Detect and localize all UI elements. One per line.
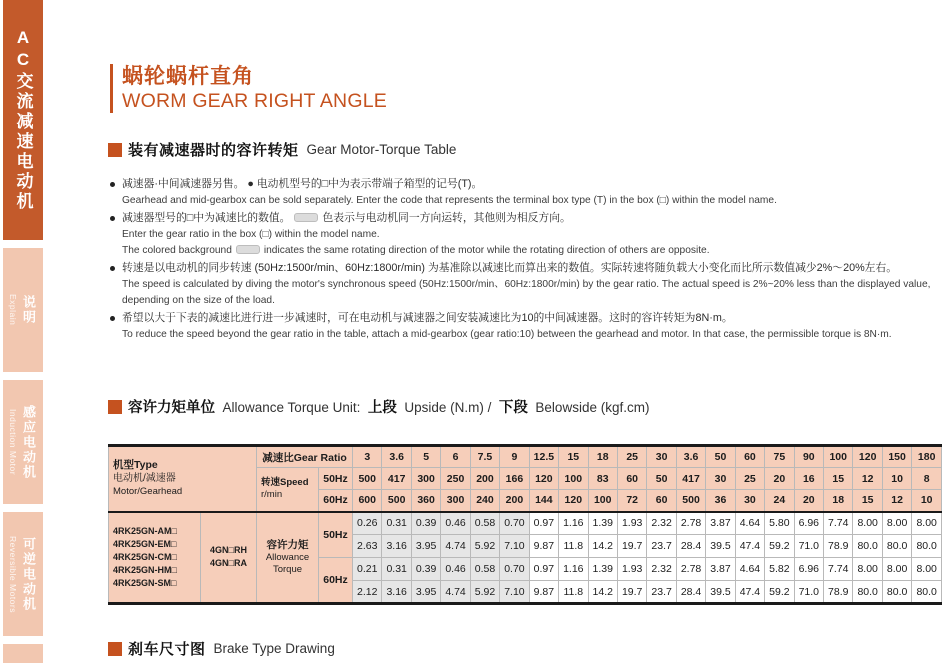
sidebar-tab-partial <box>3 644 43 663</box>
sidebar-tab-explain <box>3 248 43 372</box>
gear-ratio-cell: 30 <box>647 446 676 468</box>
section-heading-zh: 装有减速器时的容许转矩 <box>128 142 299 159</box>
sidebar-tab-reversible-motors <box>3 512 43 636</box>
speed-50hz-cell: 300 <box>411 468 440 490</box>
note-item <box>108 210 948 260</box>
torque-50hz-kgfcm-cell: 19.7 <box>617 535 646 558</box>
speed-50hz-cell: 25 <box>735 468 764 490</box>
torque-60hz-nm-cell: 4.64 <box>735 558 764 581</box>
speed-60hz-cell: 18 <box>824 490 853 512</box>
hz-50-cell: 50Hz <box>319 512 353 558</box>
torque-60hz-kgfcm-cell: 3.95 <box>411 581 440 604</box>
gear-ratio-cell: 100 <box>824 446 853 468</box>
torque-50hz-nm-cell: 0.58 <box>470 512 499 535</box>
speed-60hz-cell: 30 <box>735 490 764 512</box>
torque-50hz-kgfcm-cell: 71.0 <box>794 535 823 558</box>
speed-60hz-cell: 300 <box>441 490 470 512</box>
torque-60hz-kgfcm-cell: 7.10 <box>500 581 529 604</box>
torque-50hz-nm-cell: 0.70 <box>500 512 529 535</box>
speed-60hz-cell: 60 <box>647 490 676 512</box>
torque-60hz-kgfcm-cell: 80.0 <box>912 581 942 604</box>
speed-50hz-cell: 166 <box>500 468 529 490</box>
torque-60hz-kgfcm-cell: 28.4 <box>676 581 705 604</box>
torque-60hz-nm-cell: 0.70 <box>500 558 529 581</box>
speed-50hz-cell: 12 <box>853 468 882 490</box>
note-en: depending on the size of the load. <box>122 295 275 306</box>
speed-50hz-cell: 50 <box>647 468 676 490</box>
torque-50hz-kgfcm-cell: 39.5 <box>706 535 735 558</box>
torque-50hz-nm-cell: 2.78 <box>676 512 705 535</box>
speed-60hz-cell: 200 <box>500 490 529 512</box>
gear-ratio-cell: 12.5 <box>529 446 558 468</box>
torque-60hz-kgfcm-cell: 71.0 <box>794 581 823 604</box>
speed-50hz-cell: 250 <box>441 468 470 490</box>
orange-square-icon <box>108 400 122 414</box>
torque-50hz-nm-cell: 0.26 <box>353 512 382 535</box>
gearhead-cell <box>201 512 257 604</box>
gear-ratio-header-row <box>109 446 942 468</box>
hz-50-cell: 50Hz <box>319 468 353 490</box>
speed-50hz-cell: 100 <box>559 468 588 490</box>
hz-60-cell: 60Hz <box>319 558 353 604</box>
speed-60hz-cell: 20 <box>794 490 823 512</box>
torque-50hz-kgfcm-cell: 5.92 <box>470 535 499 558</box>
torque-50hz-nm-cell: 0.31 <box>382 512 411 535</box>
torque-50hz-kgfcm-cell: 80.0 <box>853 535 882 558</box>
gear-ratio-cell: 75 <box>765 446 794 468</box>
torque-60hz-nm-cell: 0.46 <box>441 558 470 581</box>
speed-60hz-cell: 36 <box>706 490 735 512</box>
torque-50hz-nm-cell: 0.97 <box>529 512 558 535</box>
note-item <box>108 176 948 210</box>
note-en: Gearhead and mid-gearbox can be sold separately. Enter the code that represents the terminal box type (T) in the box (□) within the model name. <box>122 195 777 206</box>
gear-ratio-cell: 6 <box>441 446 470 468</box>
orange-square-icon <box>108 642 122 656</box>
speed-50hz-cell: 30 <box>706 468 735 490</box>
torque-60hz-nm-cell: 8.00 <box>853 558 882 581</box>
speed-50hz-cell: 8 <box>912 468 942 490</box>
torque-60hz-nm-cell: 3.87 <box>706 558 735 581</box>
speed-60hz-cell: 144 <box>529 490 558 512</box>
torque-60hz-nm-cell: 1.39 <box>588 558 617 581</box>
torque-60hz-kgfcm-cell: 11.8 <box>559 581 588 604</box>
speed-50hz-cell: 83 <box>588 468 617 490</box>
gear-ratio-cell: 3 <box>353 446 382 468</box>
gear-ratio-cell: 50 <box>706 446 735 468</box>
sidebar-tab-zh-label: 说明 <box>21 295 36 325</box>
speed-50hz-cell: 60 <box>617 468 646 490</box>
sidebar-tab-zh-label: 可逆电动机 <box>21 536 36 612</box>
model-name: 4RK25GN-EM□ <box>113 538 177 549</box>
sidebar-tab-en-label: Explain <box>8 294 18 326</box>
gear-ratio-cell: 3.6 <box>676 446 705 468</box>
torque-60hz-nm-cell: 1.16 <box>559 558 588 581</box>
torque-60hz-kgfcm-cell: 59.2 <box>765 581 794 604</box>
gear-ratio-cell: 18 <box>588 446 617 468</box>
torque-50hz-kgfcm-cell: 3.16 <box>382 535 411 558</box>
speed-50hz-cell: 10 <box>882 468 911 490</box>
torque-50hz-nm-cell: 1.16 <box>559 512 588 535</box>
bullet-icon <box>110 316 115 321</box>
note-en: Enter the gear ratio in the box (□) within the model name. <box>122 228 380 240</box>
speed-50hz-cell: 417 <box>676 468 705 490</box>
torque-50hz-kgfcm-cell: 3.95 <box>411 535 440 558</box>
colored-background-swatch <box>236 245 260 254</box>
speed-60hz-cell: 24 <box>765 490 794 512</box>
torque-60hz-nm-cell: 0.21 <box>353 558 382 581</box>
section-heading-en: Brake Type Drawing <box>213 641 335 656</box>
torque-50hz-nm-cell: 4.64 <box>735 512 764 535</box>
torque-50hz-kgfcm-cell: 28.4 <box>676 535 705 558</box>
torque-50hz-kgfcm-cell: 59.2 <box>765 535 794 558</box>
torque-60hz-kgfcm-cell: 23.7 <box>647 581 676 604</box>
bullet-icon <box>110 182 115 187</box>
torque-60hz-kgfcm-cell: 9.87 <box>529 581 558 604</box>
gear-ratio-label-cell: 减速比Gear Ratio <box>257 446 353 468</box>
notes-list <box>108 176 948 343</box>
torque-60hz-nm-cell: 5.82 <box>765 558 794 581</box>
torque-50hz-nm-cell: 8.00 <box>853 512 882 535</box>
sidebar-tab-en-label: Induction Motor <box>8 408 18 476</box>
gear-ratio-cell: 9 <box>500 446 529 468</box>
hz-60-cell: 60Hz <box>319 490 353 512</box>
torque-60hz-nm-cell: 0.58 <box>470 558 499 581</box>
speed-60hz-cell: 15 <box>853 490 882 512</box>
page-title-en: WORM GEAR RIGHT ANGLE <box>122 90 387 112</box>
torque-50hz-kgfcm-cell: 11.8 <box>559 535 588 558</box>
speed-60hz-cell: 500 <box>676 490 705 512</box>
torque-60hz-kgfcm-cell: 78.9 <box>824 581 853 604</box>
sidebar-tab-label: AC交流减速电动机 <box>13 28 33 212</box>
sidebar-tab-zh-label: 感应电动机 <box>21 404 36 480</box>
section-heading-brake-drawing <box>108 638 335 659</box>
speed-50hz-cell: 120 <box>529 468 558 490</box>
note-item <box>108 260 948 310</box>
section-heading-en: Gear Motor-Torque Table <box>306 142 457 157</box>
torque-50hz-kgfcm-cell: 23.7 <box>647 535 676 558</box>
gearhead-name: 4GN□RH <box>210 545 247 556</box>
torque-50hz-nm-cell: 0.46 <box>441 512 470 535</box>
torque-50hz-kgfcm-cell: 78.9 <box>824 535 853 558</box>
speed-50hz-cell: 417 <box>382 468 411 490</box>
note-zh: 希望以大于下表的减速比进行进一步减速时，可在电动机与减速器之间安装减速比为10的中间减速器。这时的容许转矩为8N·m。 <box>122 311 733 324</box>
note-zh: 转速是以电动机的同步转速 (50Hz:1500r/min、60Hz:1800r/min) 为基准除以减速比而算出来的数值。实际转速将随负载大小变化而比所示数值减少2%～20%左右。 <box>122 261 898 274</box>
orange-square-icon <box>108 143 122 157</box>
torque-50hz-nm-cell: 6.96 <box>794 512 823 535</box>
speed-50hz-cell: 200 <box>470 468 499 490</box>
torque-table <box>108 444 942 605</box>
speed-60hz-cell: 360 <box>411 490 440 512</box>
speed-60hz-cell: 120 <box>559 490 588 512</box>
torque-50hz-nm-cell: 7.74 <box>824 512 853 535</box>
gear-ratio-cell: 150 <box>882 446 911 468</box>
torque-50hz-nm-cell: 8.00 <box>882 512 911 535</box>
speed-60hz-cell: 500 <box>382 490 411 512</box>
note-zh: 减速器·中间减速器另售。 ● 电动机型号的□中为表示带端子箱型的记号(T)。 <box>122 178 483 190</box>
torque-60hz-nm-cell: 1.93 <box>617 558 646 581</box>
model-name: 4RK25GN-HM□ <box>113 564 177 575</box>
note-en: To reduce the speed beyond the gear ratio in the table, attach a mid-gearbox (gear ratio:10) between the gearhead and motor. In that case, the permissible torque is 8N·m. <box>122 328 892 340</box>
gear-ratio-cell: 60 <box>735 446 764 468</box>
torque-50hz-nm-cell: 1.39 <box>588 512 617 535</box>
speed-60hz-cell: 12 <box>882 490 911 512</box>
type-corner-cell: 机型Type 电动机/减速器 Motor/Gearhead <box>109 446 257 512</box>
gear-ratio-cell: 3.6 <box>382 446 411 468</box>
torque-60hz-nm-cell: 7.74 <box>824 558 853 581</box>
torque-60hz-kgfcm-cell: 39.5 <box>706 581 735 604</box>
torque-60hz-nm-cell: 0.31 <box>382 558 411 581</box>
torque-60hz-kgfcm-cell: 80.0 <box>882 581 911 604</box>
torque-50hz-nm-cell: 2.32 <box>647 512 676 535</box>
gear-ratio-cell: 5 <box>411 446 440 468</box>
torque-50hz-kgfcm-cell: 4.74 <box>441 535 470 558</box>
note-zh: 减速器型号的□中为减速比的数值。 色表示与电动机同一方向运转，其他则为相反方向。 <box>122 211 571 224</box>
torque-50hz-kgfcm-cell: 47.4 <box>735 535 764 558</box>
note-item <box>108 310 948 344</box>
gearhead-name: 4GN□RA <box>210 558 247 569</box>
torque-60hz-nm-cell: 0.97 <box>529 558 558 581</box>
gear-ratio-cell: 7.5 <box>470 446 499 468</box>
torque-50hz-kgfcm-cell: 2.63 <box>353 535 382 558</box>
model-name: 4RK25GN-CM□ <box>113 551 177 562</box>
torque-60hz-kgfcm-cell: 14.2 <box>588 581 617 604</box>
torque-60hz-nm-cell: 0.39 <box>411 558 440 581</box>
torque-60hz-kgfcm-cell: 5.92 <box>470 581 499 604</box>
speed-50hz-cell: 20 <box>765 468 794 490</box>
bullet-icon <box>110 266 115 271</box>
torque-60hz-kgfcm-cell: 3.16 <box>382 581 411 604</box>
model-name: 4RK25GN-AM□ <box>113 525 177 536</box>
torque-50hz-nm-cell: 0.39 <box>411 512 440 535</box>
torque-60hz-nm-cell: 2.78 <box>676 558 705 581</box>
torque-50hz-nm-cell: 5.80 <box>765 512 794 535</box>
model-list-cell <box>109 512 201 604</box>
torque-60hz-nm-cell: 8.00 <box>912 558 942 581</box>
speed-60hz-cell: 10 <box>912 490 942 512</box>
torque-60hz-nm-cell: 6.96 <box>794 558 823 581</box>
sidebar-tab-ac-gear-motor <box>3 0 43 240</box>
section-heading-zh: 刹车尺寸图 <box>128 641 206 658</box>
gear-ratio-cell: 25 <box>617 446 646 468</box>
speed-60hz-cell: 72 <box>617 490 646 512</box>
section-heading-torque-unit <box>108 396 649 417</box>
page-title-zh: 蜗轮蜗杆直角 <box>122 65 254 88</box>
model-name: 4RK25GN-SM□ <box>113 577 177 588</box>
torque-50hz-nm-row <box>109 512 942 535</box>
torque-50hz-kgfcm-cell: 14.2 <box>588 535 617 558</box>
speed-50hz-cell: 500 <box>353 468 382 490</box>
torque-50hz-kgfcm-cell: 7.10 <box>500 535 529 558</box>
speed-50hz-cell: 15 <box>824 468 853 490</box>
note-en: The speed is calculated by diving the motor's synchronous speed (50Hz:1500r/min、60Hz:1800r/min) by the gear ratio. The actual speed is 2%~20% less than the displayed value, <box>122 278 931 290</box>
speed-60hz-cell: 100 <box>588 490 617 512</box>
torque-50hz-nm-cell: 3.87 <box>706 512 735 535</box>
torque-60hz-kgfcm-cell: 4.74 <box>441 581 470 604</box>
gear-ratio-cell: 120 <box>853 446 882 468</box>
allowance-torque-label-cell: 容许力矩 Allowance Torque <box>257 512 319 604</box>
gear-ratio-cell: 90 <box>794 446 823 468</box>
section-heading-text: 容许力矩单位 Allowance Torque Unit: 上段 Upside (N.m) / 下段 Belowside (kgf.cm) <box>128 400 650 416</box>
page-title <box>110 64 387 113</box>
speed-60hz-cell: 600 <box>353 490 382 512</box>
note-en: The colored background indicates the same rotating direction of the motor while the rotating direction of others are opposite. <box>122 245 710 256</box>
torque-50hz-nm-cell: 1.93 <box>617 512 646 535</box>
speed-label-cell: 转速Speed r/min <box>257 468 319 512</box>
torque-50hz-kgfcm-cell: 9.87 <box>529 535 558 558</box>
gear-ratio-cell: 15 <box>559 446 588 468</box>
torque-60hz-kgfcm-cell: 2.12 <box>353 581 382 604</box>
torque-60hz-kgfcm-cell: 47.4 <box>735 581 764 604</box>
gear-ratio-cell: 180 <box>912 446 942 468</box>
speed-60hz-cell: 240 <box>470 490 499 512</box>
colored-background-swatch <box>294 213 318 222</box>
section-heading-torque-table <box>108 139 456 160</box>
torque-50hz-kgfcm-cell: 80.0 <box>882 535 911 558</box>
sidebar-tab-en-label: Reversible Motors <box>8 535 18 613</box>
torque-50hz-kgfcm-cell: 80.0 <box>912 535 942 558</box>
torque-60hz-nm-cell: 8.00 <box>882 558 911 581</box>
torque-50hz-nm-cell: 8.00 <box>912 512 942 535</box>
torque-60hz-kgfcm-cell: 19.7 <box>617 581 646 604</box>
torque-60hz-kgfcm-cell: 80.0 <box>853 581 882 604</box>
speed-50hz-cell: 16 <box>794 468 823 490</box>
torque-60hz-nm-cell: 2.32 <box>647 558 676 581</box>
bullet-icon <box>110 216 115 221</box>
sidebar-tab-induction-motor <box>3 380 43 504</box>
